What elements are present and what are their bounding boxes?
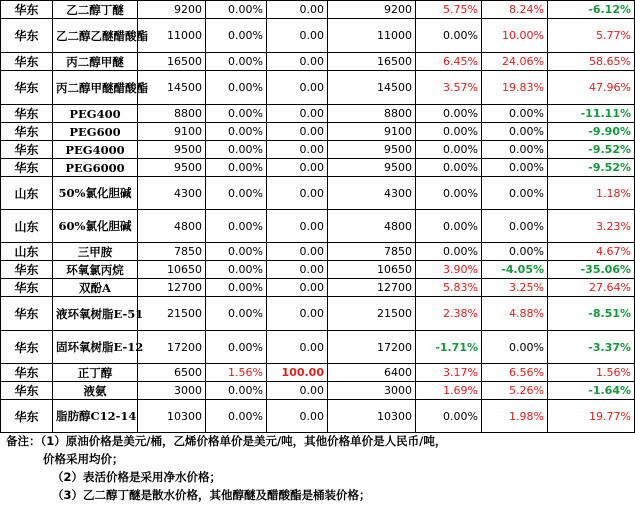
cell-product: 乙二醇乙醚醋酸酯 <box>53 19 138 53</box>
cell-product: 60%氯化胆碱 <box>53 210 138 243</box>
cell-monthly-change: 8.24% <box>482 1 548 19</box>
cell-change-amount: 0.00 <box>267 71 328 105</box>
cell-monthly-change: 6.56% <box>482 364 548 382</box>
cell-prev-price: 9100 <box>328 123 416 141</box>
cell-prev-price: 6400 <box>328 364 416 382</box>
cell-product: PEG400 <box>53 105 138 123</box>
cell-region: 华东 <box>1 71 53 105</box>
cell-change-pct: 0.00% <box>206 1 267 19</box>
cell-product: 丙二醇甲醚 <box>53 53 138 71</box>
cell-change-pct: 0.00% <box>206 105 267 123</box>
cell-yearly-change: -9.52% <box>548 159 635 177</box>
cell-product: 脂肪醇C12-14 <box>53 400 138 433</box>
cell-monthly-change: 4.88% <box>482 297 548 331</box>
cell-change-amount: 0.00 <box>267 279 328 297</box>
cell-prev-price: 16500 <box>328 53 416 71</box>
cell-price: 10650 <box>138 261 206 279</box>
cell-change-amount: 100.00 <box>267 364 328 382</box>
cell-weekly-change: 0.00% <box>416 159 482 177</box>
cell-monthly-change: 0.00% <box>482 159 548 177</box>
cell-change-pct: 0.00% <box>206 331 267 364</box>
cell-region: 华东 <box>1 141 53 159</box>
cell-region: 华东 <box>1 19 53 53</box>
table-row <box>1 210 635 243</box>
note-line-4: （3）乙二醇丁醚是散水价格，其他醇醚及醋酸酯是桶装价格； <box>52 488 371 502</box>
cell-yearly-change: 27.64% <box>548 279 635 297</box>
cell-price: 4800 <box>138 210 206 243</box>
cell-product: 液氨 <box>53 382 138 400</box>
cell-region: 华东 <box>1 382 53 400</box>
table-row <box>1 159 635 177</box>
cell-region: 华东 <box>1 364 53 382</box>
cell-prev-price: 7850 <box>328 243 416 261</box>
cell-product: PEG6000 <box>53 159 138 177</box>
cell-change-pct: 0.00% <box>206 297 267 331</box>
cell-prev-price: 10300 <box>328 400 416 433</box>
table-row <box>1 123 635 141</box>
table-row <box>1 1 635 19</box>
table-row <box>1 19 635 53</box>
cell-yearly-change: -3.37% <box>548 331 635 364</box>
cell-weekly-change: 0.00% <box>416 123 482 141</box>
cell-yearly-change: 1.56% <box>548 364 635 382</box>
cell-yearly-change: -6.12% <box>548 1 635 19</box>
cell-weekly-change: 3.90% <box>416 261 482 279</box>
cell-prev-price: 8800 <box>328 105 416 123</box>
cell-region: 山东 <box>1 210 53 243</box>
cell-weekly-change: 3.17% <box>416 364 482 382</box>
cell-weekly-change: 6.45% <box>416 53 482 71</box>
cell-change-pct: 0.00% <box>206 243 267 261</box>
cell-yearly-change: -9.52% <box>548 141 635 159</box>
cell-region: 华东 <box>1 53 53 71</box>
cell-product: 正丁醇 <box>53 364 138 382</box>
cell-change-pct: 0.00% <box>206 261 267 279</box>
cell-change-amount: 0.00 <box>267 105 328 123</box>
cell-product: 50%氯化胆碱 <box>53 177 138 210</box>
cell-region: 华东 <box>1 400 53 433</box>
table-row <box>1 105 635 123</box>
cell-weekly-change: 0.00% <box>416 105 482 123</box>
cell-prev-price: 10650 <box>328 261 416 279</box>
cell-region: 华东 <box>1 123 53 141</box>
cell-monthly-change: -4.05% <box>482 261 548 279</box>
cell-price: 3000 <box>138 382 206 400</box>
cell-change-amount: 0.00 <box>267 53 328 71</box>
cell-prev-price: 4300 <box>328 177 416 210</box>
cell-product: 液环氧树脂E-51 <box>53 297 138 331</box>
cell-change-amount: 0.00 <box>267 1 328 19</box>
cell-yearly-change: 58.65% <box>548 53 635 71</box>
cell-weekly-change: 5.83% <box>416 279 482 297</box>
cell-region: 华东 <box>1 331 53 364</box>
cell-change-pct: 0.00% <box>206 159 267 177</box>
note-line-3: （2）表活价格是采用净水价格； <box>52 470 221 484</box>
cell-price: 4300 <box>138 177 206 210</box>
cell-change-pct: 0.00% <box>206 71 267 105</box>
cell-price: 6500 <box>138 364 206 382</box>
cell-yearly-change: 19.77% <box>548 400 635 433</box>
cell-change-amount: 0.00 <box>267 243 328 261</box>
table-row <box>1 279 635 297</box>
table-row <box>1 141 635 159</box>
cell-region: 山东 <box>1 177 53 210</box>
note-line-2: 价格采用均价； <box>43 452 124 466</box>
cell-change-amount: 0.00 <box>267 331 328 364</box>
cell-monthly-change: 0.00% <box>482 141 548 159</box>
cell-monthly-change: 0.00% <box>482 210 548 243</box>
cell-change-pct: 0.00% <box>206 210 267 243</box>
cell-price: 9500 <box>138 159 206 177</box>
cell-yearly-change: -11.11% <box>548 105 635 123</box>
cell-change-amount: 0.00 <box>267 210 328 243</box>
cell-price: 10300 <box>138 400 206 433</box>
cell-prev-price: 3000 <box>328 382 416 400</box>
cell-weekly-change: 0.00% <box>416 400 482 433</box>
cell-region: 华东 <box>1 159 53 177</box>
cell-monthly-change: 3.25% <box>482 279 548 297</box>
cell-region: 华东 <box>1 261 53 279</box>
cell-price: 14500 <box>138 71 206 105</box>
cell-prev-price: 12700 <box>328 279 416 297</box>
cell-change-pct: 0.00% <box>206 400 267 433</box>
cell-price: 21500 <box>138 297 206 331</box>
cell-price: 11000 <box>138 19 206 53</box>
table-row <box>1 261 635 279</box>
cell-change-amount: 0.00 <box>267 123 328 141</box>
cell-monthly-change: 19.83% <box>482 71 548 105</box>
cell-monthly-change: 0.00% <box>482 331 548 364</box>
cell-weekly-change: 0.00% <box>416 210 482 243</box>
note-line-1: 备注：（1）原油价格是美元/桶，乙烯价格单价是美元/吨，其他价格单价是人民币/吨， <box>6 434 447 448</box>
table-row <box>1 71 635 105</box>
cell-yearly-change: 5.77% <box>548 19 635 53</box>
cell-change-amount: 0.00 <box>267 382 328 400</box>
cell-weekly-change: 1.69% <box>416 382 482 400</box>
cell-prev-price: 9500 <box>328 159 416 177</box>
cell-monthly-change: 0.00% <box>482 105 548 123</box>
table-row <box>1 243 635 261</box>
cell-price: 9500 <box>138 141 206 159</box>
cell-yearly-change: 47.96% <box>548 71 635 105</box>
cell-product: 固环氧树脂E-12 <box>53 331 138 364</box>
cell-price: 9100 <box>138 123 206 141</box>
cell-change-amount: 0.00 <box>267 159 328 177</box>
cell-region: 华东 <box>1 279 53 297</box>
cell-yearly-change: -9.90% <box>548 123 635 141</box>
cell-yearly-change: 4.67% <box>548 243 635 261</box>
cell-product: 乙二醇丁醚 <box>53 1 138 19</box>
cell-change-pct: 0.00% <box>206 53 267 71</box>
cell-change-pct: 0.00% <box>206 141 267 159</box>
cell-yearly-change: -35.06% <box>548 261 635 279</box>
table-row <box>1 400 635 433</box>
cell-change-amount: 0.00 <box>267 261 328 279</box>
cell-weekly-change: 5.75% <box>416 1 482 19</box>
cell-monthly-change: 10.00% <box>482 19 548 53</box>
cell-weekly-change: 0.00% <box>416 141 482 159</box>
cell-prev-price: 17200 <box>328 331 416 364</box>
cell-change-pct: 0.00% <box>206 123 267 141</box>
notes <box>6 432 626 504</box>
cell-yearly-change: 3.23% <box>548 210 635 243</box>
table-row <box>1 364 635 382</box>
cell-monthly-change: 5.26% <box>482 382 548 400</box>
table-row <box>1 331 635 364</box>
cell-prev-price: 9500 <box>328 141 416 159</box>
cell-change-amount: 0.00 <box>267 141 328 159</box>
table-row <box>1 297 635 331</box>
cell-change-pct: 0.00% <box>206 177 267 210</box>
cell-price: 9200 <box>138 1 206 19</box>
cell-product: PEG4000 <box>53 141 138 159</box>
cell-change-amount: 0.00 <box>267 177 328 210</box>
cell-monthly-change: 0.00% <box>482 243 548 261</box>
cell-price: 7850 <box>138 243 206 261</box>
cell-weekly-change: 0.00% <box>416 19 482 53</box>
cell-region: 华东 <box>1 105 53 123</box>
cell-weekly-change: 0.00% <box>416 243 482 261</box>
cell-change-pct: 0.00% <box>206 19 267 53</box>
cell-change-pct: 0.00% <box>206 382 267 400</box>
cell-weekly-change: 0.00% <box>416 177 482 210</box>
cell-prev-price: 4800 <box>328 210 416 243</box>
cell-change-amount: 0.00 <box>267 400 328 433</box>
cell-monthly-change: 24.06% <box>482 53 548 71</box>
cell-yearly-change: 1.18% <box>548 177 635 210</box>
cell-region: 华东 <box>1 1 53 19</box>
cell-monthly-change: 0.00% <box>482 123 548 141</box>
cell-change-amount: 0.00 <box>267 297 328 331</box>
cell-product: 丙二醇甲醚醋酸酯 <box>53 71 138 105</box>
cell-product: PEG600 <box>53 123 138 141</box>
cell-region: 华东 <box>1 297 53 331</box>
cell-price: 12700 <box>138 279 206 297</box>
cell-weekly-change: -1.71% <box>416 331 482 364</box>
cell-prev-price: 21500 <box>328 297 416 331</box>
cell-product: 环氧氯丙烷 <box>53 261 138 279</box>
cell-change-amount: 0.00 <box>267 19 328 53</box>
cell-change-pct: 1.56% <box>206 364 267 382</box>
table-row <box>1 382 635 400</box>
table-row <box>1 53 635 71</box>
cell-yearly-change: -8.51% <box>548 297 635 331</box>
cell-product: 双酚A <box>53 279 138 297</box>
cell-price: 16500 <box>138 53 206 71</box>
cell-price: 8800 <box>138 105 206 123</box>
cell-change-pct: 0.00% <box>206 279 267 297</box>
cell-prev-price: 14500 <box>328 71 416 105</box>
cell-yearly-change: -1.64% <box>548 382 635 400</box>
cell-price: 17200 <box>138 331 206 364</box>
cell-monthly-change: 0.00% <box>482 177 548 210</box>
cell-weekly-change: 3.57% <box>416 71 482 105</box>
table-row <box>1 177 635 210</box>
cell-prev-price: 9200 <box>328 1 416 19</box>
cell-product: 三甲胺 <box>53 243 138 261</box>
cell-prev-price: 11000 <box>328 19 416 53</box>
cell-weekly-change: 2.38% <box>416 297 482 331</box>
cell-region: 山东 <box>1 243 53 261</box>
cell-monthly-change: 1.98% <box>482 400 548 433</box>
table-body <box>1 1 635 433</box>
